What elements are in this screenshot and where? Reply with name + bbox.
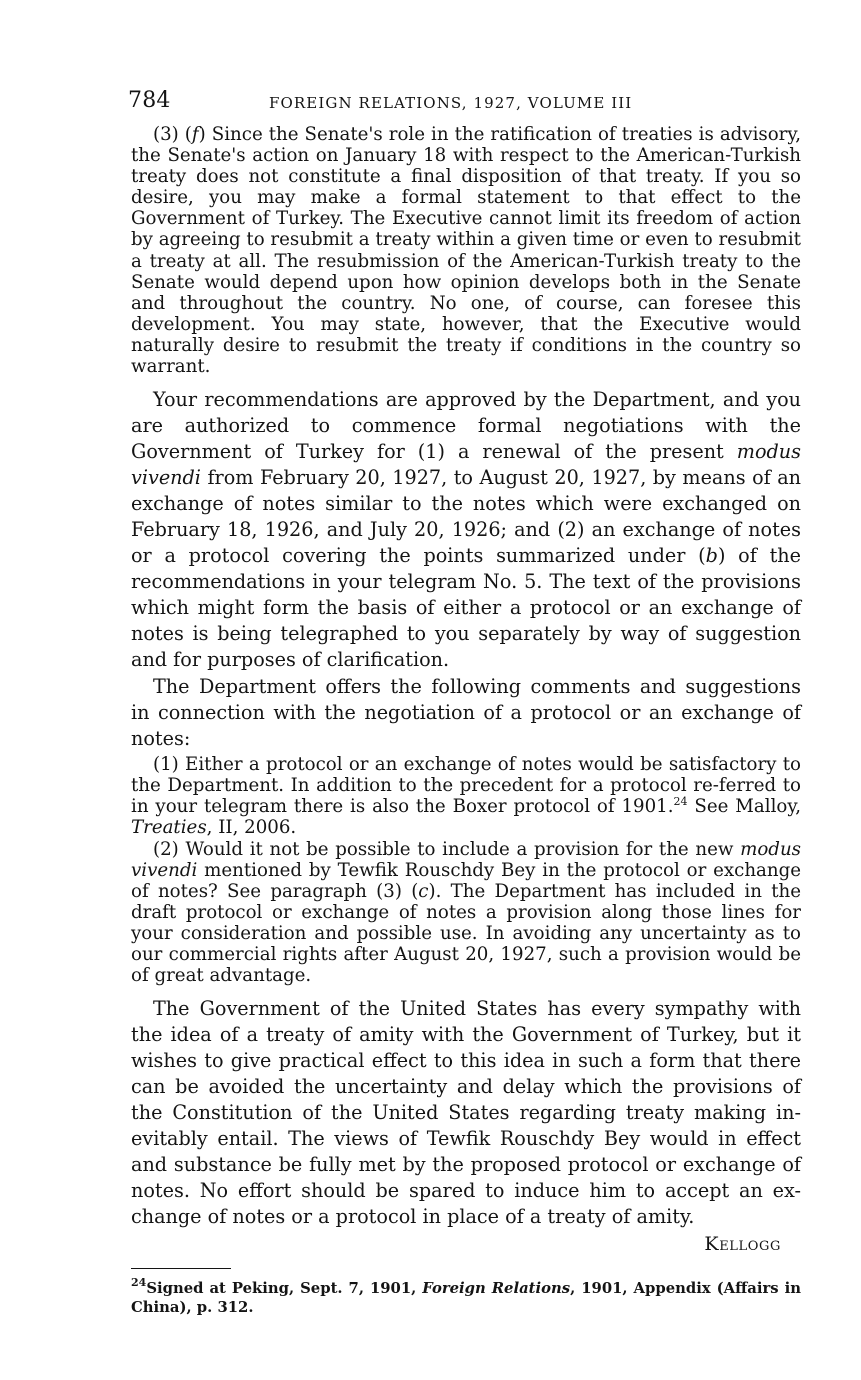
paragraph-comment-2: (2) Would it not be possible to include a provision for the new modus vivendi mentioned by Tewfik Rouschdy Bey in the protocol or exchange of notes? See paragraph (3) (c). The Department has included in the draft protocol or exchange of notes a provision along those lines for your consideration and possible use. In avoiding any uncertainty as to our commercial rights after August 20, 1927, such a provision would be of great advantage. <box>131 838 801 987</box>
document-page <box>128 88 802 1317</box>
running-head: FOREIGN RELATIONS, 1927, VOLUME III <box>269 94 633 112</box>
footnote-divider <box>131 1268 231 1269</box>
footnote-marker: 24 <box>131 1276 147 1290</box>
paragraph-government-sympathy: The Government of the United States has every sympathy with the idea of a treaty of amity with the Government of Turkey, but it wishes to give practical effect to this idea in such a form that there can be avoided the uncertainty and delay which the provisions of the Constitution of the United States regarding treaty making in-evitably entail. The views of Tewfik Rouschdy Bey would in effect and substance be fully met by the proposed protocol or exchange of notes. No effort should be spared to induce him to accept an ex-change of notes or a protocol in place of a treaty of amity. <box>131 997 801 1229</box>
footnote-reference: 24 <box>673 795 688 809</box>
footnote: $^{24}$Signed at Peking, Sept. 7, 1901, Foreign Relations, 1901, Appendix (Affairs in China), p. 312. <box>131 1276 801 1317</box>
signature: Kellogg <box>704 1233 781 1256</box>
paragraph-recommendations: Your recommendations are approved by the Department, and you are authorized to commence formal negotiations with the Government of Turkey for (1) a renewal of the present modus vivendi from February 20, 1927, to August 20, 1927, by means of an exchange of notes similar to the notes which were exchanged on February 18, 1926, and July 20, 1926; and (2) an exchange of notes or a protocol covering the points summarized under (b) of the recommendations in your telegram No. 5. The text of the provisions which might form the basis of either a protocol or an exchange of notes is being telegraphed to you separately by way of suggestion and for purposes of clarification. <box>131 388 801 672</box>
page-header <box>128 88 801 120</box>
paragraph-department-comments: The Department offers the following comments and suggestions in connection with the negotiation of a protocol or an exchange of notes: <box>131 675 801 751</box>
page-number: 784 <box>128 88 171 113</box>
paragraph-senate-role: (3) (f) Since the Senate's role in the ratification of treaties is advisory, the Senate's action on January 18 with respect to the American-Turkish treaty does not constitute a final disposition of that treaty. If you so desire, you may make a formal statement to that effect to the Government of Turkey. The Executive cannot limit its freedom of action by agreeing to resubmit a treaty within a given time or even to resubmit a treaty at all. The resubmission of the American-Turkish treaty to the Senate would depend upon how opinion develops both in the Senate and throughout the country. No one, of course, can foresee this development. You may state, however, that the Executive would naturally desire to resubmit the treaty if conditions in the country so warrant. <box>131 124 802 378</box>
paragraph-comment-1: (1) Either a protocol or an exchange of notes would be satisfactory to the Department. In addition to the precedent for a protocol re-ferred to in your telegram there is also the Boxer protocol of 1901.24 See Malloy, Treaties, II, 2006. <box>131 754 802 839</box>
